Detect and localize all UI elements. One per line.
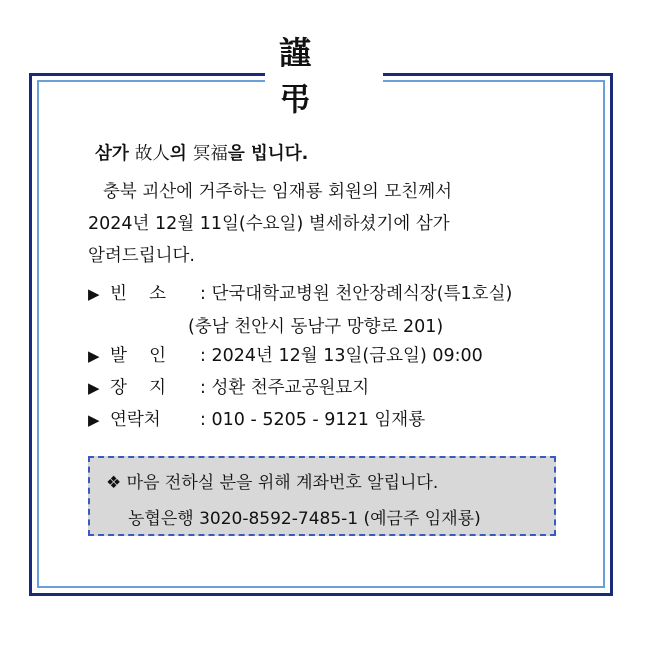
arrow-icon: ▶ xyxy=(88,347,100,365)
headline-part1: 삼가 xyxy=(95,144,129,164)
detail-label: 발 인 xyxy=(110,346,167,366)
detail-value: 성환 천주교공원묘지 xyxy=(211,378,370,398)
detail-row-address: (충남 천안시 동남구 망향로 201) xyxy=(188,317,444,337)
arrow-icon: ▶ xyxy=(88,379,100,397)
detail-value: 단국대학교병원 천안장례식장(특1호실) xyxy=(211,284,513,304)
body-line-3: 알려드립니다. xyxy=(88,246,195,266)
detail-sep: : xyxy=(200,346,206,366)
headline xyxy=(95,140,308,165)
detail-row-jangji xyxy=(88,374,369,399)
account-note-box xyxy=(88,456,556,536)
body-line-1: 충북 괴산에 거주하는 임재룡 회원의 모친께서 xyxy=(103,182,453,202)
body-line-2: 2024년 12월 11일(수요일) 별세하셨기에 삼가 xyxy=(88,214,450,234)
headline-part3: 의 xyxy=(169,144,187,164)
headline-part5: 을 빕니다. xyxy=(227,144,309,164)
note-text-1: 마음 전하실 분을 위해 계좌번호 알립니다. xyxy=(126,473,439,493)
detail-sep: : xyxy=(200,378,206,398)
detail-row-balin xyxy=(88,342,483,367)
title-box xyxy=(265,34,383,118)
detail-value: 2024년 12월 13일(금요일) 09:00 xyxy=(211,346,483,366)
note-line-1 xyxy=(106,468,438,493)
detail-value: 010 - 5205 - 9121 임재룡 xyxy=(211,410,426,430)
page-title: 謹 弔 xyxy=(279,34,326,118)
headline-part2: 故人 xyxy=(134,144,170,164)
detail-label: 연락처 xyxy=(110,410,161,430)
note-line-2: 농협은행 3020-8592-7485-1 (예금주 임재룡) xyxy=(128,509,481,529)
detail-label: 장 지 xyxy=(110,378,167,398)
arrow-icon: ▶ xyxy=(88,411,100,429)
detail-row-binso xyxy=(88,280,512,305)
detail-row-contact xyxy=(88,406,425,431)
diamond-icon: ❖ xyxy=(106,473,122,493)
arrow-icon: ▶ xyxy=(88,285,100,303)
detail-sep: : xyxy=(200,284,206,304)
headline-part4: 冥福 xyxy=(192,144,228,164)
detail-label: 빈 소 xyxy=(110,284,167,304)
detail-sep: : xyxy=(200,410,206,430)
